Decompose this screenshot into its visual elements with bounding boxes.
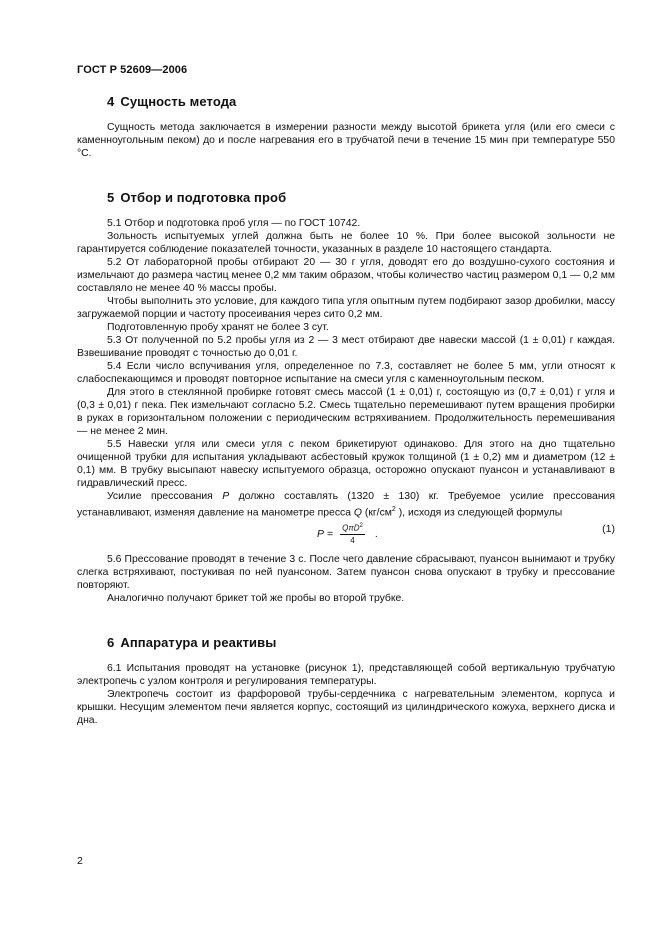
paragraph: Электропечь состоит из фарфоровой трубы-сердечника с нагревательным элементом, корпуса и крышки. Несущим элементом печи является корпус, состоящий из цилиндрического кожуха, верхнего диска и дна. bbox=[77, 689, 615, 727]
paragraph: 5.3 От полученной по 5.2 пробы угля из 2 — 3 мест отбирают две навески массой (1 ± 0,01) г каждая. Взвешивание проводят с точностью до 0,01 г. bbox=[77, 335, 615, 359]
text-run: ), исходя из следующей формулы bbox=[395, 507, 563, 519]
paragraph: Сущность метода заключается в измерении разности между высотой брикета угля (или его смеси с каменноугольным пеком) до и после нагревания его в трубчатой печи в течение 15 мин при температуре 550 °С. bbox=[77, 122, 615, 159]
section-heading bbox=[107, 190, 615, 205]
variable-p: P bbox=[222, 491, 230, 502]
section-6 bbox=[77, 635, 615, 727]
paragraph: 5.1 Отбор и подготовка проб угля — по ГОСТ 10742. bbox=[107, 218, 361, 229]
document-header: ГОСТ Р 52609—2006 bbox=[77, 64, 188, 76]
section-title: Отбор и подготовка проб bbox=[120, 190, 287, 205]
section-number: 4 bbox=[107, 94, 115, 109]
formula-block bbox=[77, 521, 615, 547]
paragraph: Чтобы выполнить это условие, для каждого типа угля опытным путем подбирают зазор дробилки, массу загружаемой порции и частоту просеивания через сито 0,2 мм. bbox=[77, 296, 615, 320]
text-run: (кг/см bbox=[362, 507, 392, 519]
paragraph: Для этого в стеклянной пробирке готовят смесь массой (1 ± 0,01) г, состоящую из (0,7 ± 0,01) г угля и (0,3 ± 0,01) г пека. Пек измельчают согласно 5.2. Смесь тщательно перемешивают путем вращения пробирки в руках в горизонтальном положении с периодическим встряхиванием. Продолжительность перемешивания — не менее 2 мин. bbox=[77, 387, 615, 437]
formula-lhs: P bbox=[317, 528, 325, 541]
formula bbox=[317, 523, 378, 545]
paragraph: 5.4 Если число вспучивания угля, определенное по 7.3, составляет не более 5 мм, угли относят к слабоспекающимся и проводят повторное испытание на смеси угля с каменноугольным песком. bbox=[77, 361, 615, 385]
page-number: 2 bbox=[77, 855, 83, 867]
paragraph: 5.6 Прессование проводят в течение 3 с. После чего давление сбрасывают, пуансон вынимают и трубку слегка встряхивают, постукивая по ней пуансоном. Затем пуансон снова опускают в трубку и прессование повторяют. bbox=[77, 554, 615, 592]
section-title: Аппаратура и реактивы bbox=[120, 635, 277, 651]
section-number: 6 bbox=[107, 635, 115, 651]
paragraph: 5.5 Навески угля или смеси угля с пеком брикетируют одинаково. Для этого на дно тщательно очищенной трубки для испытания укладывают асбестовый кружок толщиной (1 ± 0,2) мм и диаметром (12 ± 0,1) мм. В трубку высыпают навеску испытуемого образца, осторожно опускают пуансон и устанавливают в гидравлический пресс. bbox=[77, 439, 615, 489]
pressure-paragraph bbox=[77, 490, 615, 519]
paragraph: Подготовленную пробу хранят не более 3 сут. bbox=[107, 322, 329, 333]
formula-denominator: 4 bbox=[350, 536, 355, 546]
numerator-exponent: 2 bbox=[359, 523, 363, 530]
paragraph: Зольность испытуемых углей должна быть не более 10 %. При более высокой зольности не гарантируется соблюдение показателей точности, указанных в разделе 10 настоящего стандарта. bbox=[77, 231, 615, 255]
formula-equals: = bbox=[327, 528, 334, 541]
section-number: 5 bbox=[107, 190, 115, 205]
formula-numerator bbox=[340, 523, 365, 535]
section-title: Сущность метода bbox=[120, 94, 237, 109]
text-run: должно составлять (1320 ± 130) кг. Требуемое усилие прессования устанавливают, изменяя давление на манометре пресса bbox=[77, 491, 615, 519]
formula-fraction bbox=[340, 523, 365, 545]
formula-number: (1) bbox=[602, 523, 615, 536]
section-heading bbox=[107, 94, 615, 109]
paragraph: 5.2 От лабораторной пробы отбирают 20 — 30 г угля, доводят его до воздушно-сухого состояния и измельчают до размера частиц менее 0,2 мм таким образом, чтобы количество частиц размером 0,1 — 0,2 мм составляло не менее 40 % массы пробы. bbox=[77, 257, 615, 294]
section-4 bbox=[77, 94, 615, 160]
variable-q: Q bbox=[353, 507, 362, 519]
paragraph: Аналогично получают брикет той же пробы во второй трубке. bbox=[107, 593, 405, 605]
text-run: Усилие прессования bbox=[107, 491, 223, 502]
numerator-text: QπD bbox=[342, 524, 360, 534]
section-5 bbox=[77, 190, 615, 605]
paragraph: 6.1 Испытания проводят на установке (рисунок 1), представляющей собой вертикальную трубчатую электропечь с узлом контроля и регулирования температуры. bbox=[77, 663, 615, 688]
exponent: 2 bbox=[391, 506, 396, 513]
section-heading bbox=[107, 635, 615, 650]
document-body bbox=[77, 94, 615, 757]
formula-trailing: . bbox=[374, 528, 378, 541]
